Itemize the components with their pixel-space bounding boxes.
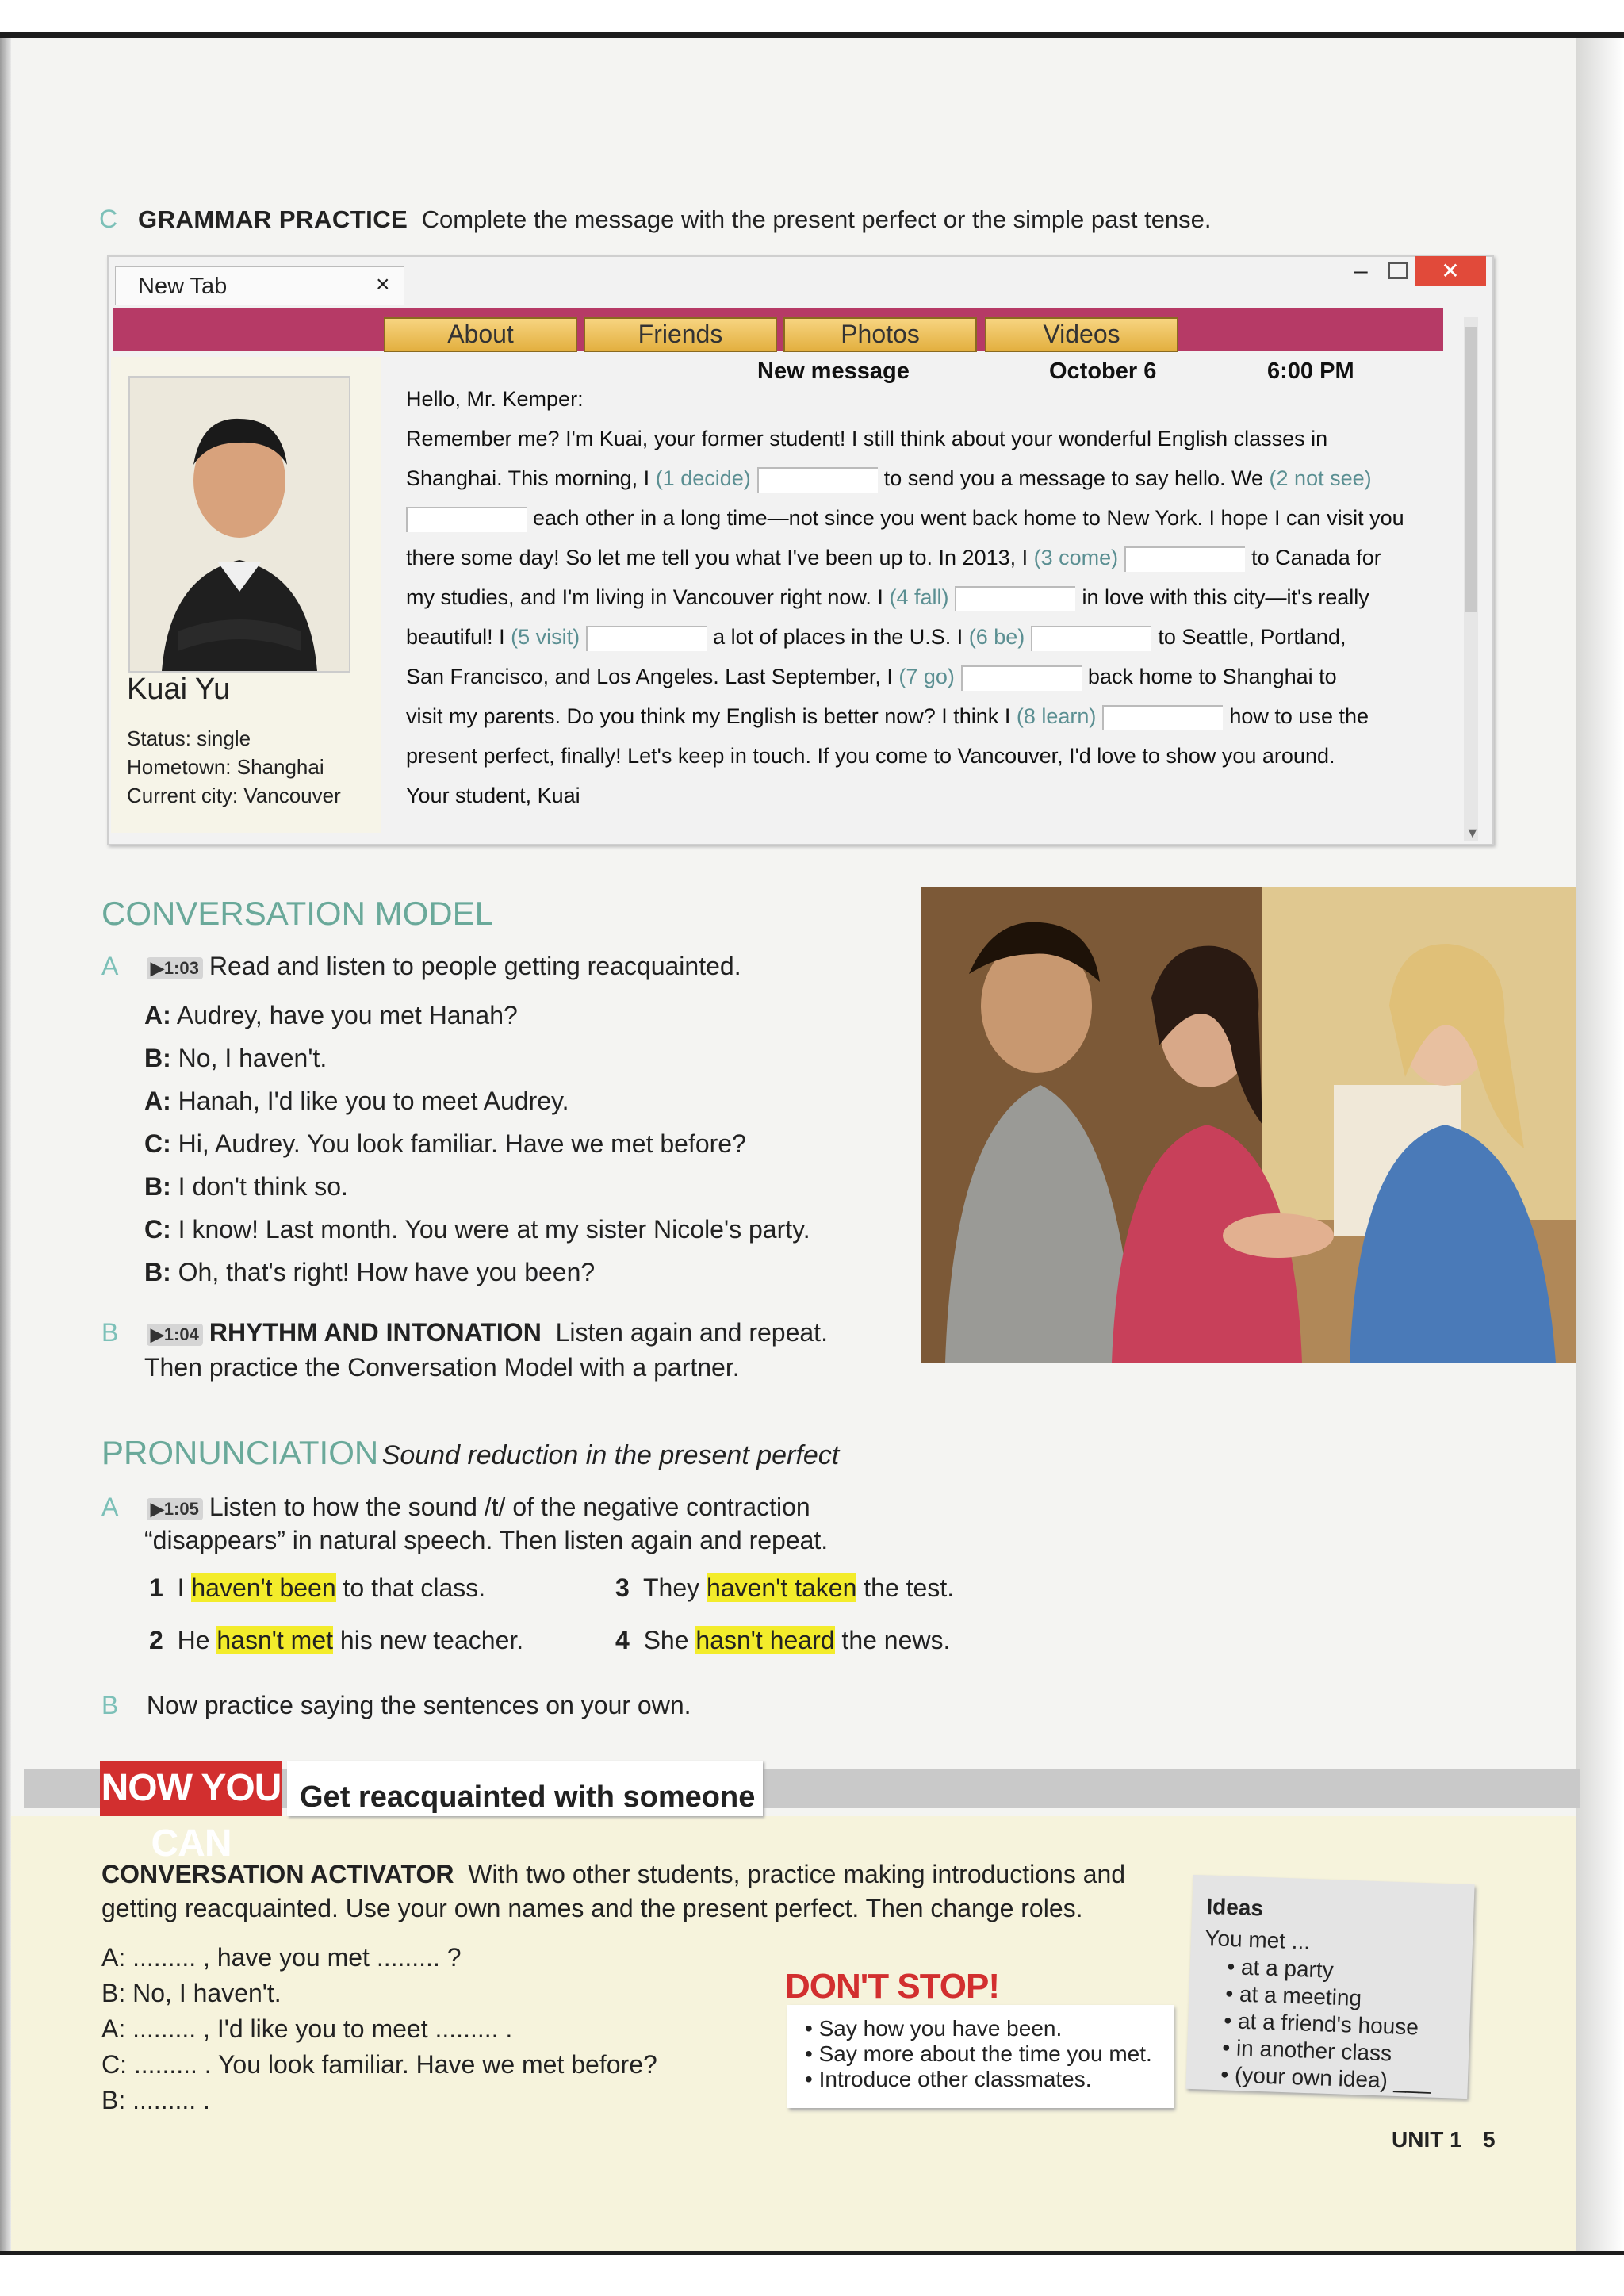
- message-title: New message: [757, 358, 910, 384]
- message-time: 6:00 PM: [1267, 358, 1354, 384]
- scrollbar-thumb[interactable]: [1465, 327, 1477, 612]
- window-close-button[interactable]: ✕: [1415, 256, 1486, 286]
- now-you-can-logo: NOW YOU CAN: [100, 1761, 282, 1816]
- grammar-practice-heading: [99, 205, 1212, 234]
- dont-stop-item: • Say more about the time you met.: [805, 2041, 1152, 2066]
- message-line: present perfect, finally! Let's keep in touch. If you come to Vancouver, I'd love to show you around.: [406, 744, 1335, 768]
- highlighted-contraction: haven't taken: [707, 1573, 857, 1602]
- answer-blank-4[interactable]: [955, 586, 1075, 611]
- activator-instruction-2: getting reacquainted. Use your own names and the present perfect. Then change roles.: [102, 1894, 1083, 1922]
- profile-status: Status: single: [127, 726, 251, 750]
- nav-videos-button[interactable]: Videos: [985, 317, 1178, 352]
- browser-tab[interactable]: [115, 266, 404, 305]
- audio-track-icon[interactable]: ▶1:05: [147, 1498, 203, 1520]
- rhythm-intonation-instruction-2: Then practice the Conversation Model with a partner.: [144, 1353, 740, 1382]
- pronunciation-item: 1 I haven't been to that class.: [149, 1573, 486, 1602]
- tab-label: New Tab: [138, 274, 228, 299]
- page-left-shadow: [0, 38, 11, 2296]
- minimize-icon[interactable]: –: [1354, 258, 1368, 284]
- activator-instruction: CONVERSATION ACTIVATOR With two other students, practice making introductions and: [102, 1860, 1126, 1888]
- message-line: Your student, Kuai: [406, 784, 580, 807]
- pronunciation-item: 2 He hasn't met his new teacher.: [149, 1626, 524, 1654]
- message-line: each other in a long time—not since you went back home to New York. I hope I can visit you: [406, 506, 1404, 532]
- activator-dialog-line: A: ......... , I'd like you to meet ......... .: [102, 2014, 513, 2043]
- verb-cue: (1 decide): [655, 466, 751, 490]
- page-right-shade: [1576, 38, 1624, 2255]
- audio-track-icon[interactable]: ▶1:04: [147, 1324, 203, 1346]
- dialog-line: A: Audrey, have you met Hanah?: [144, 1001, 518, 1029]
- dialog-line: A: Hanah, I'd like you to meet Audrey.: [144, 1087, 569, 1115]
- scan-bottom-margin: [0, 2255, 1624, 2296]
- dialog-line: C: Hi, Audrey. You look familiar. Have we met before?: [144, 1129, 746, 1158]
- scan-top-margin: [0, 0, 1624, 32]
- nav-friends-button[interactable]: Friends: [584, 317, 777, 352]
- site-nav-bar: [113, 308, 1443, 351]
- profile-current-city: Current city: Vancouver: [127, 784, 341, 807]
- tab-close-icon[interactable]: ×: [376, 271, 390, 297]
- section-letter: C: [99, 205, 118, 233]
- ideas-item: • at a party: [1226, 1954, 1335, 1983]
- page-number: 5: [1483, 2127, 1496, 2152]
- conversation-a-instruction: A ▶1:03 Read and listen to people getting reacquainted.: [102, 952, 741, 980]
- answer-blank-7[interactable]: [961, 665, 1082, 691]
- ideas-title: Ideas: [1205, 1894, 1264, 1921]
- pronunciation-a-instruction-2: “disappears” in natural speech. Then listen again and repeat.: [144, 1526, 829, 1554]
- pronunciation-heading: [102, 1434, 839, 1472]
- message-line: visit my parents. Do you think my English is better now? I think I (8 learn) how to use the: [406, 704, 1369, 730]
- conversation-photo: [921, 887, 1576, 1363]
- dialog-line: C: I know! Last month. You were at my sister Nicole's party.: [144, 1215, 810, 1244]
- activator-dialog-line: A: ......... , have you met ......... ?: [102, 1943, 462, 1972]
- verb-cue: (6 be): [968, 625, 1025, 649]
- grammar-instruction: Complete the message with the present perfect or the simple past tense.: [421, 205, 1212, 233]
- message-line: Hello, Mr. Kemper:: [406, 387, 584, 411]
- highlighted-contraction: hasn't heard: [695, 1626, 835, 1654]
- dont-stop-title: DON'T STOP!: [785, 1967, 999, 2006]
- activator-dialog-line: B: ......... .: [102, 2086, 210, 2114]
- answer-blank-1[interactable]: [757, 467, 878, 493]
- profile-hometown: Hometown: Shanghai: [127, 755, 324, 779]
- activator-dialog-line: B: No, I haven't.: [102, 1979, 282, 2007]
- scroll-down-icon[interactable]: ▼: [1465, 825, 1480, 841]
- maximize-icon[interactable]: [1388, 262, 1408, 279]
- dont-stop-item: • Introduce other classmates.: [805, 2067, 1092, 2091]
- answer-blank-3[interactable]: [1124, 546, 1245, 572]
- message-line: my studies, and I'm living in Vancouver right now. I (4 fall) in love with this city—it's really: [406, 585, 1369, 611]
- verb-cue: (8 learn): [1016, 704, 1097, 728]
- message-line: beautiful! I (5 visit) a lot of places in the U.S. I (6 be) to Seattle, Portland,: [406, 625, 1346, 651]
- now-you-can-title: Get reacquainted with someone: [300, 1780, 756, 1814]
- answer-blank-5[interactable]: [586, 626, 707, 651]
- ideas-item: • at a meeting: [1224, 1981, 1362, 2010]
- message-line: San Francisco, and Los Angeles. Last September, I (7 go) back home to Shanghai to: [406, 665, 1337, 691]
- verb-cue: (2 not see): [1269, 466, 1372, 490]
- highlighted-contraction: haven't been: [191, 1573, 336, 1602]
- grammar-title: GRAMMAR PRACTICE: [137, 205, 408, 233]
- verb-cue: (5 visit): [511, 625, 580, 649]
- nav-about-button[interactable]: About: [384, 317, 577, 352]
- dialog-line: B: No, I haven't.: [144, 1044, 327, 1072]
- pronunciation-title: PRONUNCIATION: [102, 1434, 379, 1471]
- ideas-item: • in another class: [1221, 2035, 1392, 2066]
- audio-track-icon[interactable]: ▶1:03: [147, 957, 203, 979]
- ideas-lead: You met ...: [1204, 1926, 1311, 1954]
- conversation-model-title: CONVERSATION MODEL: [102, 895, 493, 932]
- rhythm-intonation-instruction: B ▶1:04 RHYTHM AND INTONATION Listen again and repeat.: [102, 1318, 828, 1347]
- activator-dialog-line: C: ......... . You look familiar. Have we met before?: [102, 2050, 657, 2079]
- profile-photo-illustration: [130, 378, 349, 671]
- dialog-line: B: Oh, that's right! How have you been?: [144, 1258, 596, 1286]
- answer-blank-6[interactable]: [1031, 626, 1151, 651]
- three-people-illustration: [921, 887, 1576, 1363]
- highlighted-contraction: hasn't met: [216, 1626, 333, 1654]
- dialog-line: B: I don't think so.: [144, 1172, 348, 1201]
- message-date: October 6: [1049, 358, 1157, 384]
- message-line: Remember me? I'm Kuai, your former student! I still think about your wonderful English classes in: [406, 427, 1328, 450]
- ideas-item: • (your own idea) ___: [1220, 2062, 1431, 2095]
- ideas-item: • at a friend's house: [1223, 2008, 1419, 2040]
- pronunciation-subtitle: Sound reduction in the present perfect: [381, 1440, 840, 1470]
- pronunciation-item: 3 They haven't taken the test.: [615, 1573, 955, 1602]
- message-line: Shanghai. This morning, I (1 decide) to send you a message to say hello. We (2 not see): [406, 466, 1372, 493]
- dont-stop-item: • Say how you have been.: [805, 2016, 1063, 2041]
- pronunciation-b-instruction: B Now practice saying the sentences on your own.: [102, 1691, 691, 1719]
- unit-label: UNIT 1: [1392, 2127, 1462, 2152]
- answer-blank-8[interactable]: [1102, 705, 1223, 730]
- profile-name: Kuai Yu: [127, 673, 231, 706]
- pronunciation-item: 4 She hasn't heard the news.: [615, 1626, 951, 1654]
- nav-photos-button[interactable]: Photos: [783, 317, 977, 352]
- verb-cue: (4 fall): [889, 585, 949, 609]
- page-top-edge: [0, 32, 1624, 38]
- message-line: there some day! So let me tell you what I've been up to. In 2013, I (3 come) to Canada for: [406, 546, 1381, 572]
- answer-blank-2[interactable]: [406, 507, 527, 532]
- profile-photo: [128, 376, 350, 673]
- pronunciation-a-instruction: A ▶1:05 Listen to how the sound /t/ of the negative contraction: [102, 1493, 810, 1521]
- verb-cue: (3 come): [1033, 546, 1119, 569]
- verb-cue: (7 go): [898, 665, 955, 688]
